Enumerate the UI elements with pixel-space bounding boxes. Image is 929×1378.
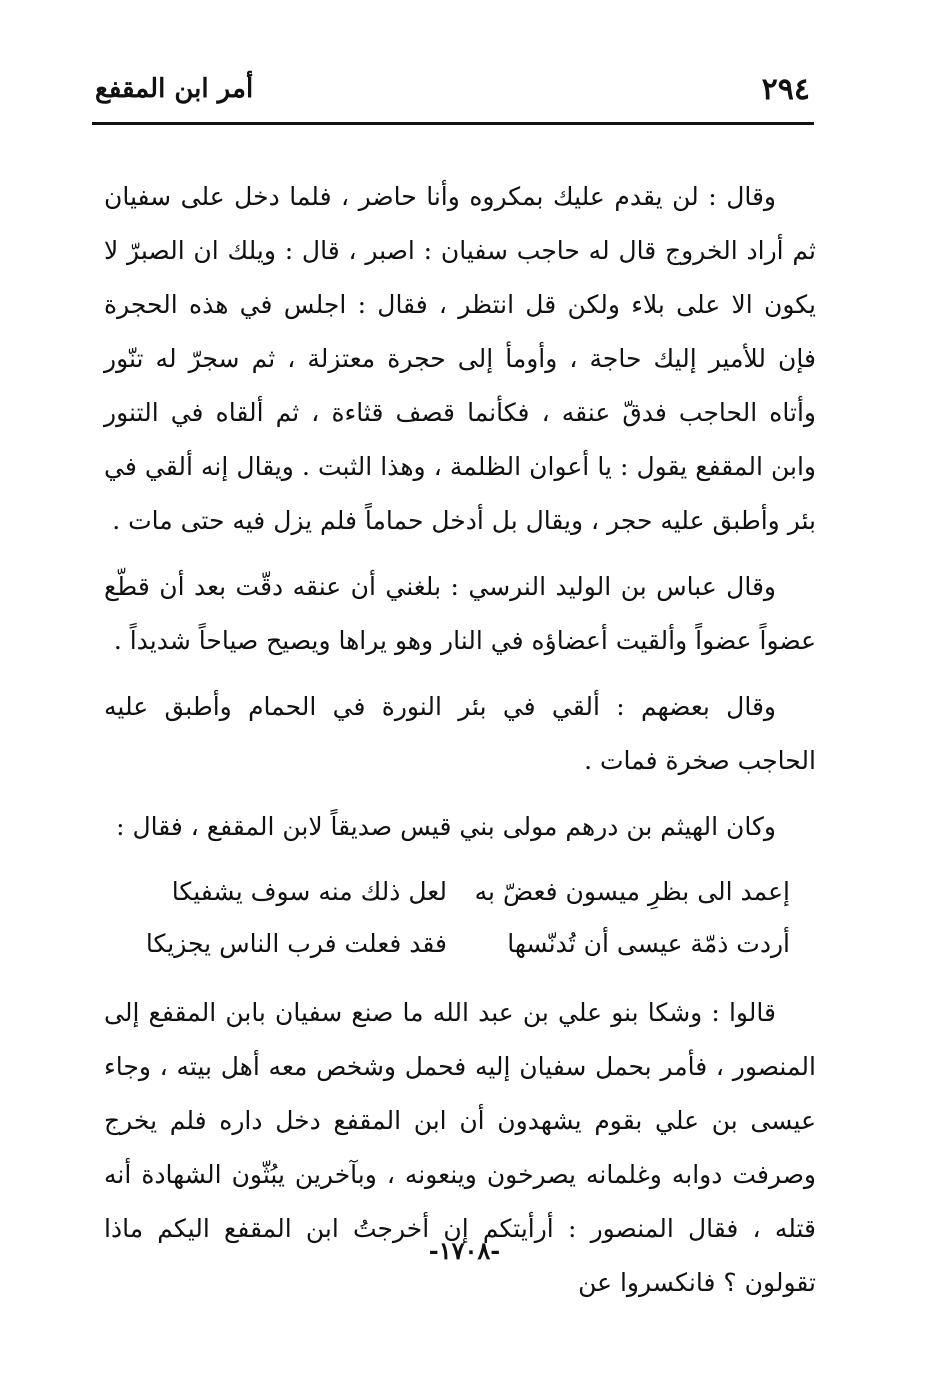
footer-page-number: -١٧٠٨- bbox=[428, 1236, 501, 1265]
verse-second-hemistich: فقد فعلت فرب الناس يجزيكا bbox=[145, 929, 447, 958]
page-header bbox=[95, 70, 810, 120]
header-page-number: ٢٩٤ bbox=[761, 72, 810, 107]
paragraph: وقال بعضهم : ألقي في بئر النورة في الحمام وأطبق عليه الحاجب صخرة فمات . bbox=[104, 692, 816, 775]
main-text bbox=[104, 170, 816, 1322]
poem-verse bbox=[104, 866, 790, 918]
paragraph: قالوا : وشكا بنو علي بن عبد الله ما صنع سفيان بابن المقفع إلى المنصور ، فأمر بحمل سفيان إليه فحمل وشخص معه أهل بيته ، وجاء عيسى بن علي بقوم يشهدون أن ابن المقفع دخل داره فلم يخرج وصرفت دوابه وغلمانه يصرخون وينعونه ، وبآخرين يبُثّون الشهادة أنه قتله ، فقال المنصور : أرأيتكم إن أخرجتُ ابن المقفع اليكم ماذا تقولون ؟ فانكسروا عن bbox=[104, 998, 816, 1297]
header-divider bbox=[92, 122, 814, 125]
verse-first-hemistich: إعمد الى بظرِ ميسون فعضّ به bbox=[474, 877, 790, 906]
poem-verse bbox=[104, 918, 790, 970]
verse-second-hemistich: لعل ذلك منه سوف يشفيكا bbox=[171, 877, 447, 906]
paragraph: وقال : لن يقدم عليك بمكروه وأنا حاضر ، فلما دخل على سفيان ثم أراد الخروج قال له حاجب سفيان : اصبر ، قال : ويلك ان الصبرّ لا يكون الا على بلاء ولكن قل انتظر ، فقال : اجلس في هذه الحجرة فإن للأمير إليك حاجة ، وأومأ إلى حجرة معتزلة ، ثم سجرّ له تنّور وأتاه الحاجب فدقّ عنقه ، فكأنما قصف قثاءة ، ثم ألقاه في التنور وابن المقفع يقول : يا أعوان الظلمة ، وهذا الثبت . ويقال إنه ألقي في بئر وأطبق عليه حجر ، ويقال بل أدخل حماماً فلم يزل فيه حتى مات . bbox=[104, 182, 816, 535]
paragraph: وكان الهيثم بن درهم مولى بني قيس صديقاً لابن المقفع ، فقال : bbox=[116, 812, 776, 841]
verse-first-hemistich: أردت ذمّة عيسى أن تُدنّسها bbox=[507, 929, 790, 958]
paragraph: وقال عباس بن الوليد النرسي : بلغني أن عنقه دقّت بعد أن قطّع عضواً عضواً وألقيت أعضاؤه في النار وهو يراها ويصيح صياحاً شديداً . bbox=[104, 572, 816, 655]
running-title: أمر ابن المقفع bbox=[95, 74, 254, 104]
poem bbox=[104, 866, 816, 970]
